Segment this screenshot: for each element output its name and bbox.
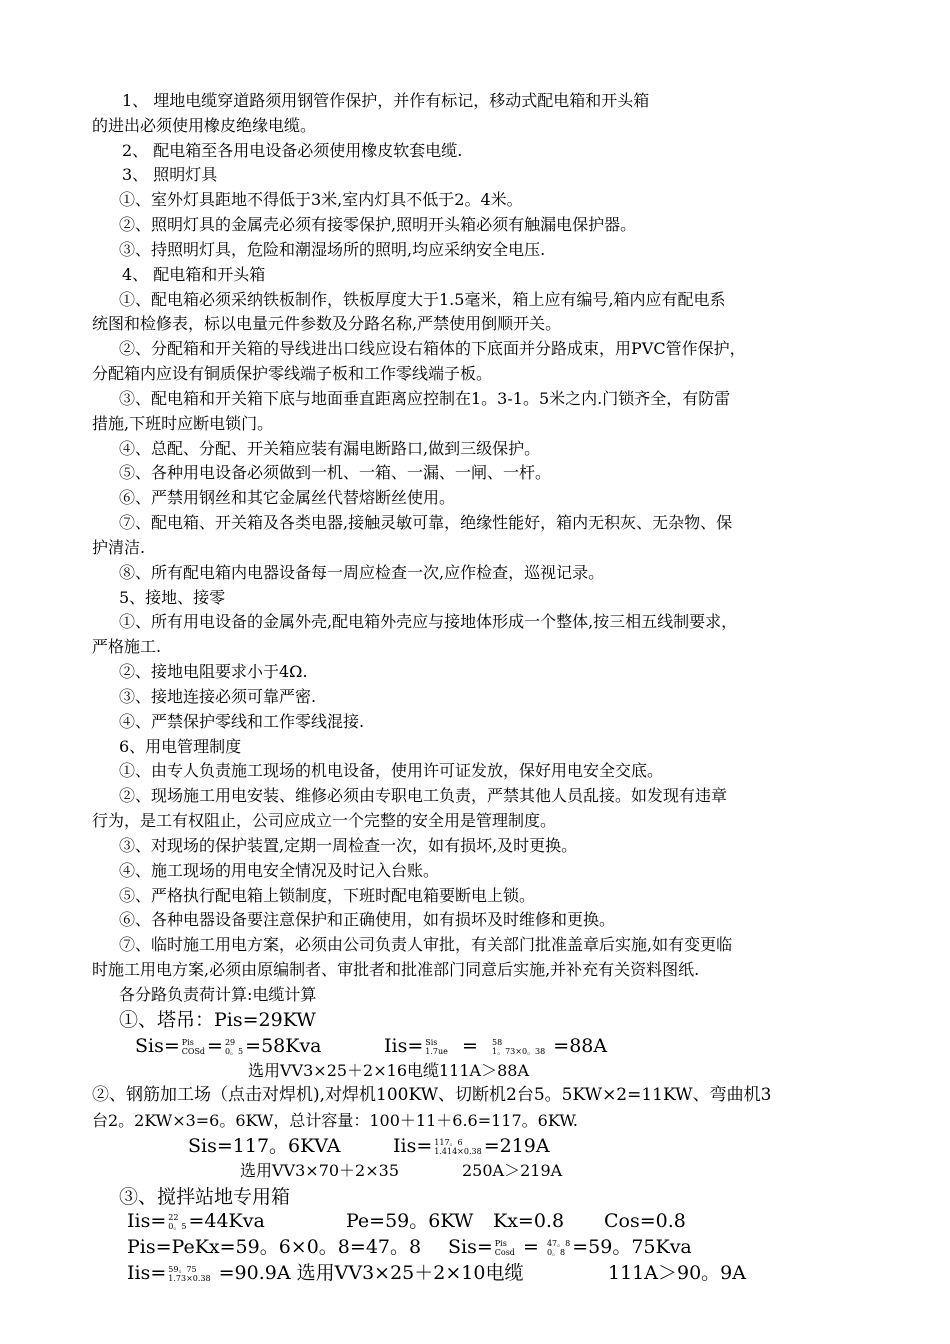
text-line: 6、用电管理制度 [119,737,242,756]
text-line: ④、施工现场的用电安全情况及时记入台账。 [119,861,440,880]
text-line: ⑤、严格执行配电箱上锁制度，下班时配电箱要断电上锁。 [119,886,536,905]
text-line: 的进出必须使用橡皮绝缘电缆。 [92,116,317,135]
text-line: ③、对现场的保护装置,定期一周检查一次，如有损坏,及时更换。 [119,836,578,855]
text-line: ①、配电箱必须采纳铁板制作，铁板厚度大于1.5毫米，箱上应有编号,箱内应有配电系 [119,290,726,309]
text-line: ②、接地电阻要求小于4Ω. [119,662,308,681]
rebar-selection: 选用VV3×70＋2×35 [240,1161,400,1180]
rebar-sis-formula: Sis=117。6KVA [188,1135,341,1157]
tower-sis-formula: Sis= Pis COSd = 29 0。5 =58Kva [135,1035,322,1057]
rebar-compare: 250A＞219A [462,1161,563,1180]
mixer-title: ③、搅拌站地专用箱 [119,1186,291,1208]
text-line: 严格施工. [92,637,162,656]
text-line: ④、严禁保护零线和工作零线混接. [119,712,365,731]
tower-iis-formula: Iis= Sis 1.7ue = 58 1。73×0。38 =88A [384,1035,608,1057]
mixer-pe: Pe=59。6KW [346,1210,474,1232]
text-line: ④、总配、分配、开关箱应装有漏电断路口,做到三级保护。 [119,439,541,458]
text-line: ⑧、所有配电箱内电器设备每一周应检查一次,应作检查，巡视记录。 [119,563,605,582]
text-line: 各分路负责荷计算:电缆计算 [119,985,317,1004]
text-line: ①、由专人负责施工现场的机电设备，使用许可证发放，保好用电安全交底。 [119,761,664,780]
text-line: 时施工用电方案,必须由原编制者、审批者和批准部门同意后实施,并补充有关资料图纸. [92,960,700,979]
rebar-iis-formula: Iis= 117。6 1.414×0.38 =219A [393,1135,550,1157]
text-line: 4、 配电箱和开头箱 [122,265,266,284]
text-line: ⑤、各种用电设备必须做到一机、一箱、一漏、一闸、一杆。 [119,463,552,482]
text-line: ⑦、配电箱、开关箱及各类电器,接触灵敏可靠，绝缘性能好，箱内无积灰、无杂物、保 [119,513,733,532]
text-line: ③、接地连接必须可靠严密. [119,687,317,706]
text-line: 5、接地、接零 [119,588,226,607]
mixer-sis-formula: Sis= Pis Cosd = 47。8 0。8 =59。75Kva [448,1236,692,1258]
text-line: ①、所有用电设备的金属外壳,配电箱外壳应与接地体形成一个整体,按三相五线制要求， [119,612,738,631]
text-line: 行为，是工有权阻止，公司应成立一个完整的安全用是管理制度。 [92,811,557,830]
mixer-kx: Kx=0.8 [493,1210,565,1232]
text-line: ②、现场施工用电安装、维修必须由专职电工负责，严禁其他人员乱接。如发现有违章 [119,786,728,805]
mixer-cos: Cos=0.8 [604,1210,686,1232]
text-line: 护清洁. [92,538,146,557]
text-line: ①、塔吊：Pis=29KW [119,1009,316,1031]
mixer-compare: 111A＞90。9A [608,1262,746,1284]
text-line: ③、配电箱和开关箱下底与地面垂直距离应控制在1。3-1。5米之内.门锁齐全，有防雷 [119,389,731,408]
text-line: 统图和检修表，标以电量元件参数及分路名称,严禁使用倒顺开关。 [92,314,562,333]
text-line: ⑥、各种电器设备要注意保护和正确使用，如有损坏及时维修和更换。 [119,910,616,929]
text-line: 措施,下班时应断电锁门。 [92,414,274,433]
text-line: ⑥、严禁用钢丝和其它金属丝代替熔断丝使用。 [119,488,456,507]
mixer-iis-formula-2: Iis= 59。75 1.73×0.38 =90.9A 选用VV3×25＋2×10电缆 [127,1262,524,1284]
text-line: 1、 埋地电缆穿道路须用钢管作保护，并作有标记，移动式配电箱和开头箱 [122,91,650,110]
mixer-pis: Pis=PeKx=59。6×0。8=47。8 [127,1236,422,1258]
text-line: 2、 配电箱至各用电设备必须使用橡皮软套电缆. [122,141,463,160]
text-line: ①、室外灯具距地不得低于3米,室内灯具不低于2。4米。 [119,190,523,209]
text-line: 3、 照明灯具 [122,165,218,184]
text-line: ②、分配箱和开关箱的导线进出口线应设右箱体的下底面并分路成束，用PVC管作保护， [119,339,746,358]
text-line: ③、持照明灯具，危险和潮湿场所的照明,均应采纳安全电压. [119,240,546,259]
mixer-iis-formula-1: Iis= 22 0。5 =44Kva [127,1210,265,1232]
tower-selection: 选用VV3×25＋2×16电缆111A＞88A [248,1061,530,1080]
text-line: 分配箱内应设有铜质保护零线端子板和工作零线端子板。 [92,364,493,383]
text-line: ②、照明灯具的金属壳必须有接零保护,照明开头箱必须有触漏电保护器。 [119,215,637,234]
text-line: 台2。2KW×3=6。6KW，总计容量：100＋11＋6.6=117。6KW. [92,1111,578,1130]
text-line: ⑦、临时施工用电方案，必须由公司负责人审批，有关部门批准盖章后实施,如有变更临 [119,935,733,954]
text-line: ②、钢筋加工场（点击对焊机),对焊机100KW、切断机2台5。5KW×2=11KW、弯曲机3 [92,1085,772,1105]
